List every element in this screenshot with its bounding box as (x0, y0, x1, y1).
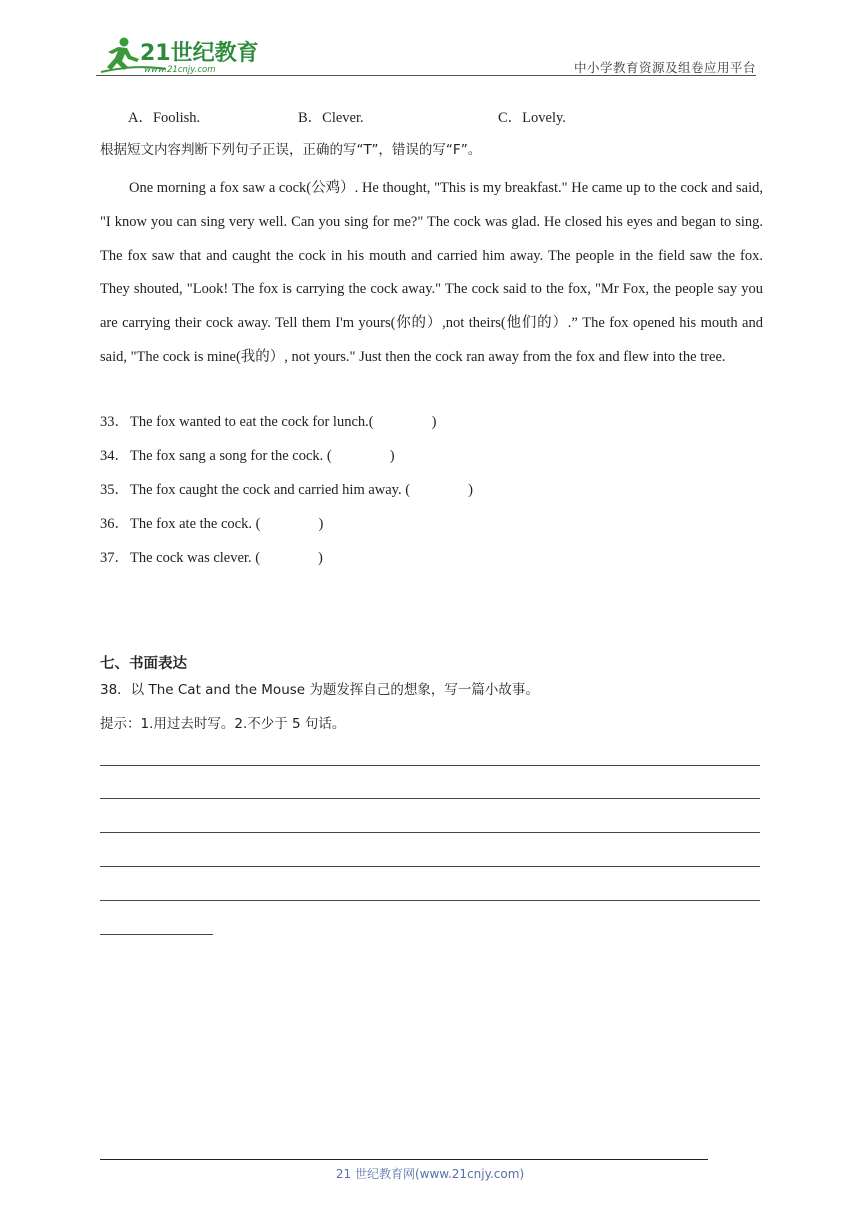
question-number: 37． (100, 550, 129, 566)
platform-label: 中小学教育资源及组卷应用平台 (573, 60, 756, 75)
option-b: B．Clever. (298, 110, 364, 126)
question-text: The fox ate the cock. ( (130, 516, 261, 532)
passage-text: One morning a fox saw a cock(公鸡）. He thought, "This is my breakfast." He came up to the cock and said, "I know you can sing very well. Can you sing for me?" The cock was glad. He closed his eyes and began to sing. The fox saw that and caught the cock in his mouth and carried him away. The people in the field saw the fox. They shouted, "Look! The fox is carrying the cock away." The cock said to the fox, "Mr Fox, the people say you are carrying their cock away. Tell them I'm yours(你的）,not theirs(他们的）.” The fox opened his mouth and said, "The cock is mine(我的）, not yours." Just then the cock ran away from the fox and flew into the tree. (100, 180, 763, 365)
writing-hint: 提示：1.用过去时写。2.不少于 5 句话。 (100, 716, 346, 732)
question-text: The fox wanted to eat the cock for lunch.( (130, 414, 374, 430)
question-close: ) (318, 550, 323, 566)
option-a: A．Foolish. (128, 110, 201, 126)
question-number: 33． (100, 414, 129, 430)
footer-text: 21 世纪教育网(www.21cnjy.com) (335, 1167, 525, 1181)
instruction: 根据短文内容判断下列句子正误，正确的写“T”，错误的写“F”。 (100, 142, 482, 158)
footer-divider (100, 1159, 708, 1160)
question-number: 34． (100, 448, 129, 464)
writing-line[interactable] (100, 900, 760, 901)
header-divider (96, 75, 756, 76)
logo-url: www.21cnjy.com (144, 65, 216, 75)
question-close: ) (389, 448, 395, 464)
writing-line[interactable] (100, 832, 760, 833)
question-text: The fox caught the cock and carried him away. ( (130, 482, 411, 498)
logo (96, 34, 266, 76)
question-37 (100, 546, 323, 566)
question-34 (100, 444, 395, 464)
writing-line[interactable] (100, 765, 760, 766)
writing-line[interactable] (100, 866, 760, 867)
section-title: 七、书面表达 (100, 656, 187, 672)
question-text: The cock was clever. ( (130, 550, 261, 566)
question-text: The fox sang a song for the cock. ( (130, 448, 332, 464)
writing-line[interactable] (100, 798, 760, 799)
question-36 (100, 512, 323, 532)
question-number: 36． (100, 516, 129, 532)
question-close: ) (431, 414, 437, 430)
question-35 (100, 478, 473, 498)
writing-question: 38．以 The Cat and the Mouse 为题发挥自己的想象，写一篇小故事。 (100, 682, 539, 698)
question-number: 35． (100, 482, 129, 498)
logo-text: 21世纪教育 (140, 41, 259, 66)
answer-options (128, 106, 648, 126)
question-33 (100, 410, 436, 430)
question-close: ) (318, 516, 324, 532)
question-close: ) (468, 482, 473, 498)
option-c: C．Lovely. (498, 110, 566, 126)
reading-passage (100, 172, 763, 375)
writing-line[interactable] (100, 934, 213, 935)
